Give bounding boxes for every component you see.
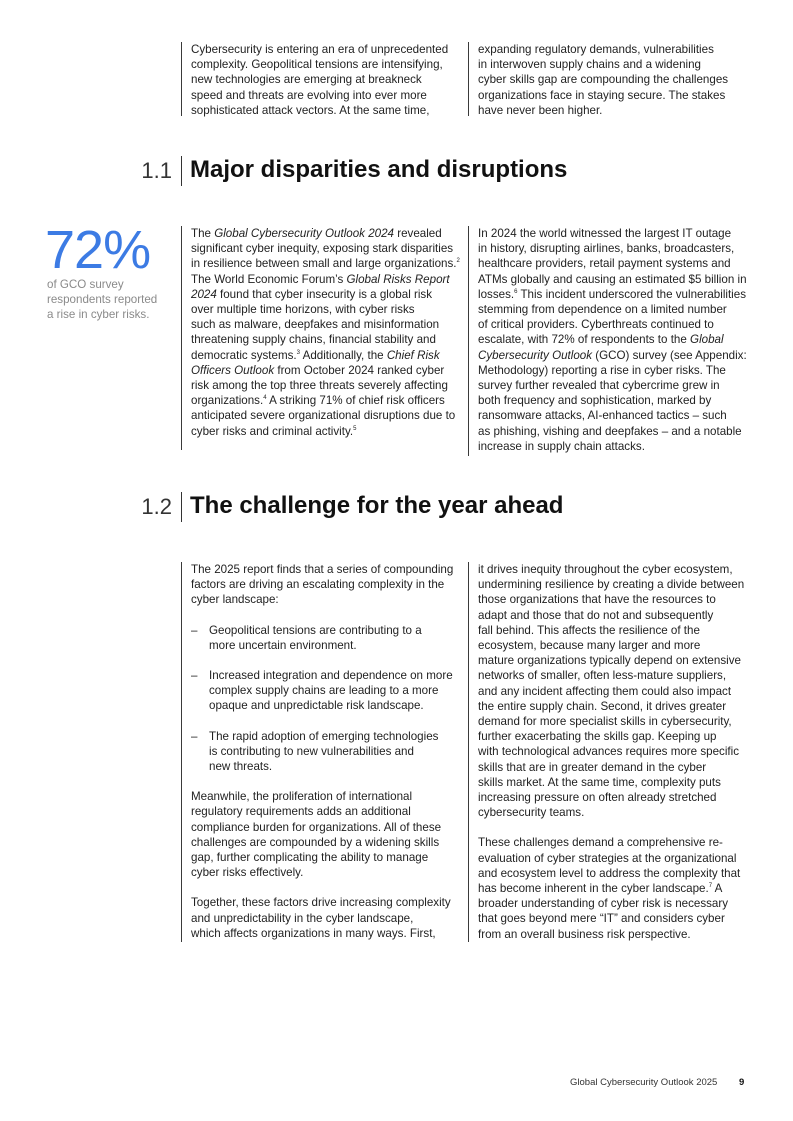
bullet-dash: – — [191, 623, 198, 637]
italic-title: Chief Risk — [386, 348, 440, 362]
body-line: Meanwhile, the proliferation of international — [191, 790, 413, 804]
body-line: stemming from dependence on a limited number — [478, 303, 727, 317]
body-line: threatening supply chains, financial stability and — [191, 333, 436, 347]
body-line: with technological advances requires more specific — [478, 745, 739, 759]
section-title: Major disparities and disruptions — [190, 156, 568, 183]
body-line — [191, 424, 471, 439]
intro-right-line: have never been higher. — [478, 103, 603, 117]
text-run: has become inherent in the cyber landscape. — [478, 882, 709, 896]
intro-left-line: Cybersecurity is entering an era of unprecedented — [191, 43, 449, 56]
footnote-ref[interactable]: 7 — [708, 883, 713, 890]
footnote-ref[interactable]: 2 — [456, 258, 460, 265]
body-line: regulatory requirements adds an additional — [191, 805, 411, 819]
italic-title: Officers Outlook — [191, 363, 275, 377]
body-line — [191, 256, 471, 271]
body-line: as phishing, vishing and deepfakes – and a notable — [478, 424, 742, 438]
italic-title: 2024 — [191, 287, 217, 301]
section2-right-column — [468, 562, 763, 942]
footnote-ref[interactable]: 4 — [263, 395, 267, 402]
footnote-ref[interactable]: 6 — [514, 288, 518, 295]
body-line — [478, 287, 763, 302]
section-number: 1.2 — [141, 494, 172, 519]
section1-left-column — [181, 226, 471, 450]
body-line: survey further revealed that cybercrime grew in — [478, 379, 720, 393]
text-run: losses. — [478, 287, 515, 301]
text-run: cyber risks and criminal activity. — [191, 424, 354, 438]
intro-left-line: complexity. Geopolitical tensions are intensifying, — [191, 58, 443, 72]
text-run: democratic systems. — [191, 348, 297, 362]
intro-right-line: expanding regulatory demands, vulnerabilities — [478, 43, 714, 56]
intro-right-line: cyber skills gap are compounding the challenges — [478, 73, 729, 87]
italic-title: Cybersecurity Outlook — [478, 348, 593, 362]
body-line: The 2025 report finds that a series of compounding — [191, 563, 454, 576]
body-line: Geopolitical tensions are contributing to a — [209, 623, 422, 637]
stat-caption-line: a rise in cyber risks. — [47, 308, 150, 322]
body-line: in history, disrupting airlines, banks, broadcasters, — [478, 242, 735, 256]
footer-title: Global Cybersecurity Outlook 2025 — [570, 1077, 718, 1088]
body-line: skills market. At the same time, complexity puts — [478, 775, 721, 789]
text-run: (GCO) survey (see Appendix: — [592, 348, 747, 362]
body-line: ecosystem, because many larger and more — [478, 639, 701, 653]
body-line: evaluation of cyber strategies at the organizational — [478, 851, 737, 865]
body-line: both frequency and sophistication, marked by — [478, 394, 712, 408]
bullet-dash: – — [191, 669, 198, 683]
body-line: and ecosystem level to address the complexity that — [478, 866, 741, 880]
body-line: it drives inequity throughout the cyber ecosystem, — [478, 563, 733, 576]
body-line — [191, 363, 471, 378]
body-line: of critical providers. Cyberthreats continued to — [478, 318, 714, 332]
body-line: Together, these factors drive increasing complexity — [191, 896, 451, 910]
section2-left-column — [181, 562, 471, 942]
body-line: increase in supply chain attacks. — [478, 439, 645, 453]
body-line: undermining resilience by creating a divide between — [478, 578, 745, 592]
body-line: fall behind. This affects the resilience of the — [478, 623, 700, 637]
list-item — [191, 729, 471, 775]
paragraph-gap — [191, 880, 471, 895]
paragraph-gap — [478, 820, 763, 835]
body-line: healthcare providers, retail payment systems and — [478, 257, 731, 271]
body-line: broader understanding of cyber risk is necessary — [478, 897, 729, 911]
body-line: Methodology) reporting a rise in cyber risks. The — [478, 363, 726, 377]
intro-right-line: in interwoven supply chains and a widening — [478, 58, 701, 72]
body-line: from an overall business risk perspective. — [478, 927, 691, 941]
body-line: the entire supply chain. Second, it drives greater — [478, 699, 727, 713]
body-line: which affects organizations in many ways. First, — [191, 926, 436, 940]
intro-right-column — [468, 42, 763, 116]
text-run: from October 2024 ranked cyber — [274, 363, 445, 377]
body-line: ATMs globally and causing an estimated $5 billion in — [478, 272, 747, 286]
body-line: further exacerbating the skills gap. Keeping up — [478, 730, 717, 744]
body-line: compliance burden for organizations. All of these — [191, 820, 442, 834]
body-line: cyber risks effectively. — [191, 866, 304, 880]
body-line: risk among the top three threats severely affecting — [191, 379, 448, 393]
body-line — [191, 226, 471, 241]
body-line: that goes beyond mere “IT” and considers cyber — [478, 912, 725, 926]
section-divider — [181, 156, 182, 186]
intro-left-column — [181, 42, 471, 116]
paragraph-gap — [191, 774, 471, 789]
paragraph-gap — [191, 608, 471, 623]
body-line: those organizations that have the resources to — [478, 593, 716, 607]
stat-caption-line: respondents reported — [47, 293, 158, 307]
text-run: organizations. — [191, 394, 264, 408]
text-run: revealed — [394, 227, 442, 240]
body-line: and unpredictability in the cyber landscape, — [191, 911, 414, 925]
intro-right-line: organizations face in staying secure. The stakes — [478, 88, 726, 102]
italic-title: Global Risks Report — [346, 272, 450, 286]
stat-value: 72% — [45, 220, 151, 280]
text-run: in resilience between small and large organizations. — [191, 257, 457, 271]
body-line: over multiple time horizons, with cyber risks — [191, 303, 415, 317]
body-line — [478, 881, 763, 896]
body-line: networks of smaller, often less-mature suppliers, — [478, 669, 727, 683]
body-line: These challenges demand a comprehensive re- — [478, 836, 723, 850]
text-run: This incident underscored the vulnerabilities — [517, 287, 747, 301]
body-line: more uncertain environment. — [209, 638, 357, 652]
body-line: mature organizations typically depend on extensive — [478, 654, 741, 668]
stat-caption — [47, 277, 157, 323]
body-line: factors are driving an escalating complexity in the — [191, 578, 445, 592]
stat-caption-line: of GCO survey — [47, 278, 124, 291]
text-run: escalate, with 72% of respondents to the — [478, 333, 691, 347]
bullet-dash: – — [191, 729, 198, 743]
body-line: anticipated severe organizational disruptions due to — [191, 409, 456, 423]
footnote-ref[interactable]: 5 — [353, 425, 357, 432]
italic-title: Global Cybersecurity Outlook 2024 — [214, 227, 394, 240]
body-line: is contributing to new vulnerabilities and — [209, 744, 414, 758]
body-line — [191, 348, 471, 363]
body-line: Increased integration and dependence on more — [209, 669, 453, 683]
body-line — [191, 393, 471, 408]
body-line: cybersecurity teams. — [478, 806, 585, 820]
body-line: new threats. — [209, 760, 273, 774]
body-line: opaque and unpredictable risk landscape. — [209, 699, 424, 713]
paragraph-gap — [191, 653, 471, 668]
list-item — [191, 623, 471, 653]
body-line: such as malware, deepfakes and misinformation — [191, 318, 440, 332]
body-line — [191, 272, 471, 287]
body-line — [478, 332, 763, 347]
section-number: 1.1 — [141, 158, 172, 183]
body-line: adapt and those that do not and subsequently — [478, 608, 714, 622]
body-line: ransomware attacks, AI-enhanced tactics – such — [478, 409, 727, 423]
body-line: The rapid adoption of emerging technologies — [209, 729, 439, 743]
page-number: 9 — [739, 1077, 745, 1088]
list-item — [191, 668, 471, 714]
section-divider — [181, 492, 182, 522]
intro-left-line: speed and threats are evolving into ever more — [191, 88, 427, 102]
text-run: A striking 71% of chief risk officers — [266, 394, 445, 408]
body-line: skills that are in greater demand in the cyber — [478, 760, 707, 774]
section1-right-column — [468, 226, 763, 456]
body-line: challenges are compounded by a widening skills — [191, 835, 440, 849]
body-line: demand for more specialist skills in cybersecurity, — [478, 715, 732, 729]
body-line: cyber landscape: — [191, 593, 279, 607]
text-run: The — [191, 227, 215, 240]
paragraph-gap — [191, 714, 471, 729]
body-line — [191, 287, 471, 302]
body-line: gap, further complicating the ability to manage — [191, 851, 429, 865]
body-line: increasing pressure on often already stretched — [478, 791, 717, 805]
italic-title: Global — [690, 333, 724, 347]
intro-left-line: new technologies are emerging at breakneck — [191, 73, 422, 87]
body-line: and any incident affecting them could also impact — [478, 684, 732, 698]
text-run: The World Economic Forum’s — [191, 272, 347, 286]
text-run: found that cyber insecurity is a global risk — [216, 287, 433, 301]
section-title: The challenge for the year ahead — [190, 492, 564, 519]
text-run: A — [712, 882, 723, 896]
body-line: significant cyber inequity, exposing stark disparities — [191, 242, 454, 256]
intro-left-line: sophisticated attack vectors. At the same time, — [191, 103, 430, 117]
footnote-ref[interactable]: 3 — [296, 349, 301, 356]
body-line: In 2024 the world witnessed the largest IT outage — [478, 227, 732, 240]
text-run: Additionally, the — [300, 348, 387, 362]
body-line — [478, 348, 763, 363]
body-line: complex supply chains are leading to a more — [209, 684, 439, 698]
